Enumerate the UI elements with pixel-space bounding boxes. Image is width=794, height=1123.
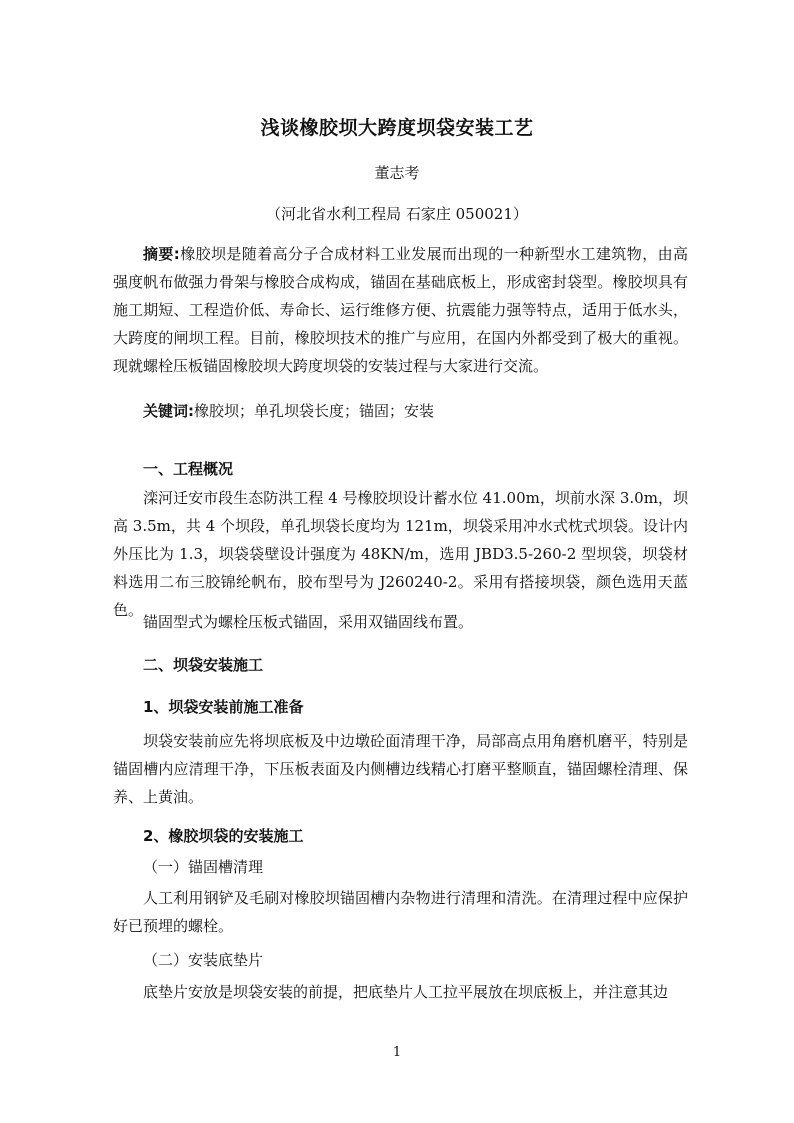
page-number: 1	[392, 1045, 402, 1060]
section-heading-installation: 二、坝袋安装施工	[143, 656, 264, 674]
keywords-paragraph	[113, 397, 688, 425]
item-heading-base-pad: （二）安装底垫片	[143, 951, 264, 969]
anchor-type-paragraph: 锚固型式为螺栓压板式锚固，采用双锚固线布置。	[143, 613, 474, 631]
subsection-heading-preparation: 1、坝袋安装前施工准备	[143, 698, 304, 716]
abstract-paragraph	[113, 240, 688, 380]
author-name: 董志考	[374, 164, 420, 182]
item-heading-groove-cleaning: （一）锚固槽清理	[143, 858, 264, 876]
keywords-text: 橡胶坝；单孔坝袋长度；锚固；安装	[194, 402, 435, 420]
keywords-label: 关键词:	[143, 402, 194, 420]
base-pad-paragraph: 底垫片安放是坝袋安装的前提，把底垫片人工拉平展放在坝底板上，并注意其边	[143, 983, 669, 1001]
subsection-heading-construction: 2、橡胶坝袋的安装施工	[143, 827, 304, 845]
abstract-text: 橡胶坝是随着高分子合成材料工业发展而出现的一种新型水工建筑物，由高强度帆布做强力骨架与橡胶合成构成，锚固在基础底板上，形成密封袋型。橡胶坝具有施工期短、工程造价低、寿命长、运行维修方便、抗震能力强等特点，适用于低水头，大跨度的闸坝工程。目前，橡胶坝技术的推广与应用，在国内外都受到了极大的重视。现就螺栓压板锚固橡胶坝大跨度坝袋的安装过程与大家进行交流。	[113, 245, 689, 375]
author-affiliation: （河北省水利工程局 石家庄 050021）	[266, 205, 528, 223]
preparation-paragraph: 坝袋安装前应先将坝底板及中边墩砼面清理干净，局部高点用角磨机磨平，特别是锚固槽内应清理干净，下压板表面及内侧槽边线精心打磨平整顺直，锚固螺栓清理、保养、上黄油。	[113, 732, 688, 806]
overview-paragraph: 滦河迁安市段生态防洪工程 4 号橡胶坝设计蓄水位 41.00m，坝前水深 3.0m，坝高 3.5m，共 4 个坝段，单孔坝袋长度均为 121m，坝袋采用冲水式枕式坝袋。设计内外压比为 1.3，坝袋袋壁设计强度为 48KN/m，选用 JBD3.5-260-2 型坝袋，坝袋材料选用二布三胶锦纶帆布，胶布型号为 J260240-2。采用有搭接坝袋，颜色选用天蓝色。	[113, 489, 688, 619]
groove-cleaning-paragraph: 人工利用钢铲及毛刷对橡胶坝锚固槽内杂物进行清理和清洗。在清理过程中应保护好已预埋的螺栓。	[113, 889, 688, 935]
document-title: 浅谈橡胶坝大跨度坝袋安装工艺	[260, 117, 534, 139]
abstract-label: 摘要:	[143, 245, 180, 263]
section-heading-overview: 一、工程概况	[143, 460, 234, 478]
